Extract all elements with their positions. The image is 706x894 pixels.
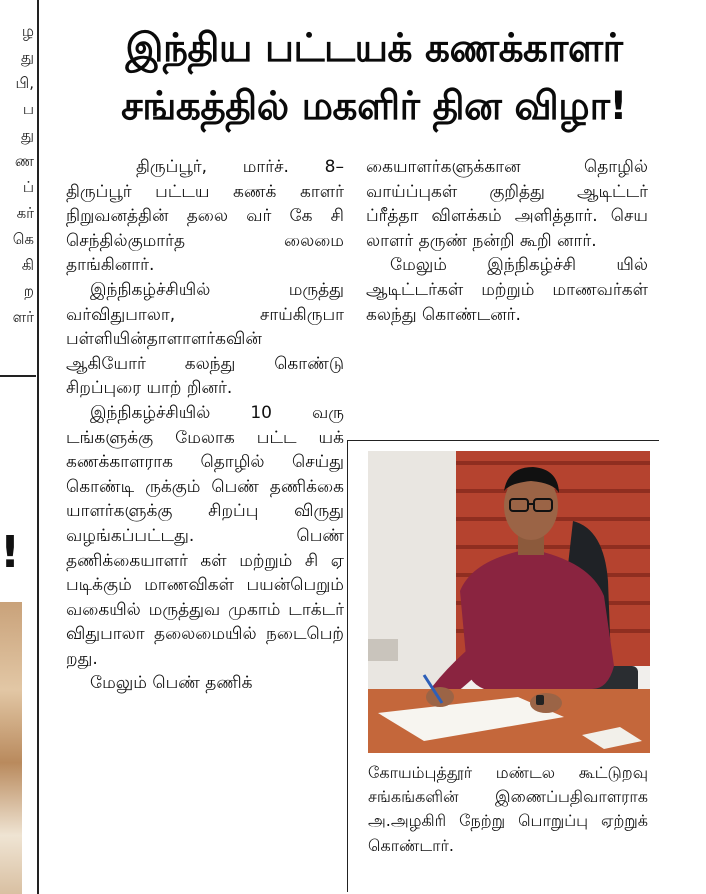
fragment-line: கெ	[12, 230, 34, 248]
article-column-left	[66, 155, 344, 696]
photo-box	[347, 440, 659, 892]
adjacent-photo-fragment	[0, 602, 22, 894]
fragment-line: பி,	[15, 74, 34, 92]
fragment-line: ப	[22, 100, 34, 118]
adjacent-article-strip	[0, 0, 36, 894]
caption-text: கோயம்புத்தூர் மண்டல கூட்டுறவு சங்கங்களின் இணைப்பதிவாளராக அ.அழகிரி நேற்று பொறுப்பு ஏற்றுக் கொண்டார்.	[368, 763, 648, 855]
adjacent-article-fragments	[0, 18, 34, 330]
strip-rule	[0, 375, 36, 377]
column-divider	[37, 0, 39, 894]
article-paragraph: மேலும் பெண் தணிக்	[90, 673, 253, 694]
article-paragraph: இந்நிகழ்ச்சியில் 10 வரு டங்களுக்கு மேலாக பட்ட யக் கணக்காளராக தொழில் செய்து கொண்டி ருக்கும் பெண் தணிக்கை யாளர்களுக்கு சிறப்பு விருது வழங்கப்பட்டது. பெண் தணிக்கையாளர் கள் மற்றும் சி ஏ படிக்கும் மாணவிகள் பயன்பெறும் வகையில் மருத்துவ முகாம் டாக்டர் விதுபாலா தலைமையில் நடைபெற் றது.	[66, 402, 344, 669]
article-paragraph: கையாளர்களுக்கான தொழில் வாய்ப்புகள் குறித்து ஆடிட்டர் ப்ரீத்தா விளக்கம் அளித்தார். செய லாளர் தருண் நன்றி கூறி னார்.	[366, 157, 648, 251]
article-paragraph: மேலும் இந்நிகழ்ச்சி யில் ஆடிட்டர்கள் மற்றும் மாணவர்கள் கலந்து கொண்டனர்.	[366, 255, 648, 325]
fragment-line: ளர்	[12, 308, 34, 326]
article-column-right	[366, 155, 648, 327]
fragment-line: ண	[14, 152, 34, 170]
fragment-line: ழ	[21, 22, 34, 40]
article-paragraph: இந்நிகழ்ச்சியில் மருத்து வர்விதுபாலா, சாய்கிருபா பள்ளியின்தாளாளர்கவின் ஆகியோர் கலந்து கொண்டு சிறப்புரை யாற் றினர்.	[66, 279, 344, 399]
fragment-line: கி	[21, 256, 34, 274]
news-photo	[368, 451, 650, 753]
fragment-line: து	[20, 126, 34, 144]
adjacent-headline-fragment: !	[0, 527, 21, 578]
fragment-line: ற	[23, 282, 34, 300]
headline	[44, 20, 704, 136]
fragment-line: கர்	[16, 204, 34, 222]
headline-line-1: இந்திய பட்டயக் கணக்காளர்	[125, 26, 623, 71]
fragment-line: து	[20, 48, 34, 66]
headline-line-2: சங்கத்தில் மகளிர் தின விழா!	[121, 84, 627, 129]
article-paragraph: திருப்பூர், மார்ச். 8– திருப்பூர் பட்டய கணக் காளர் நிறுவனத்தின் தலை வர் கே சி செந்தில்குமார்த லைமை தாங்கினார்.	[66, 157, 344, 276]
fragment-line: ப்	[22, 178, 34, 196]
photo-caption	[368, 761, 648, 858]
photo-illustration	[368, 451, 650, 753]
